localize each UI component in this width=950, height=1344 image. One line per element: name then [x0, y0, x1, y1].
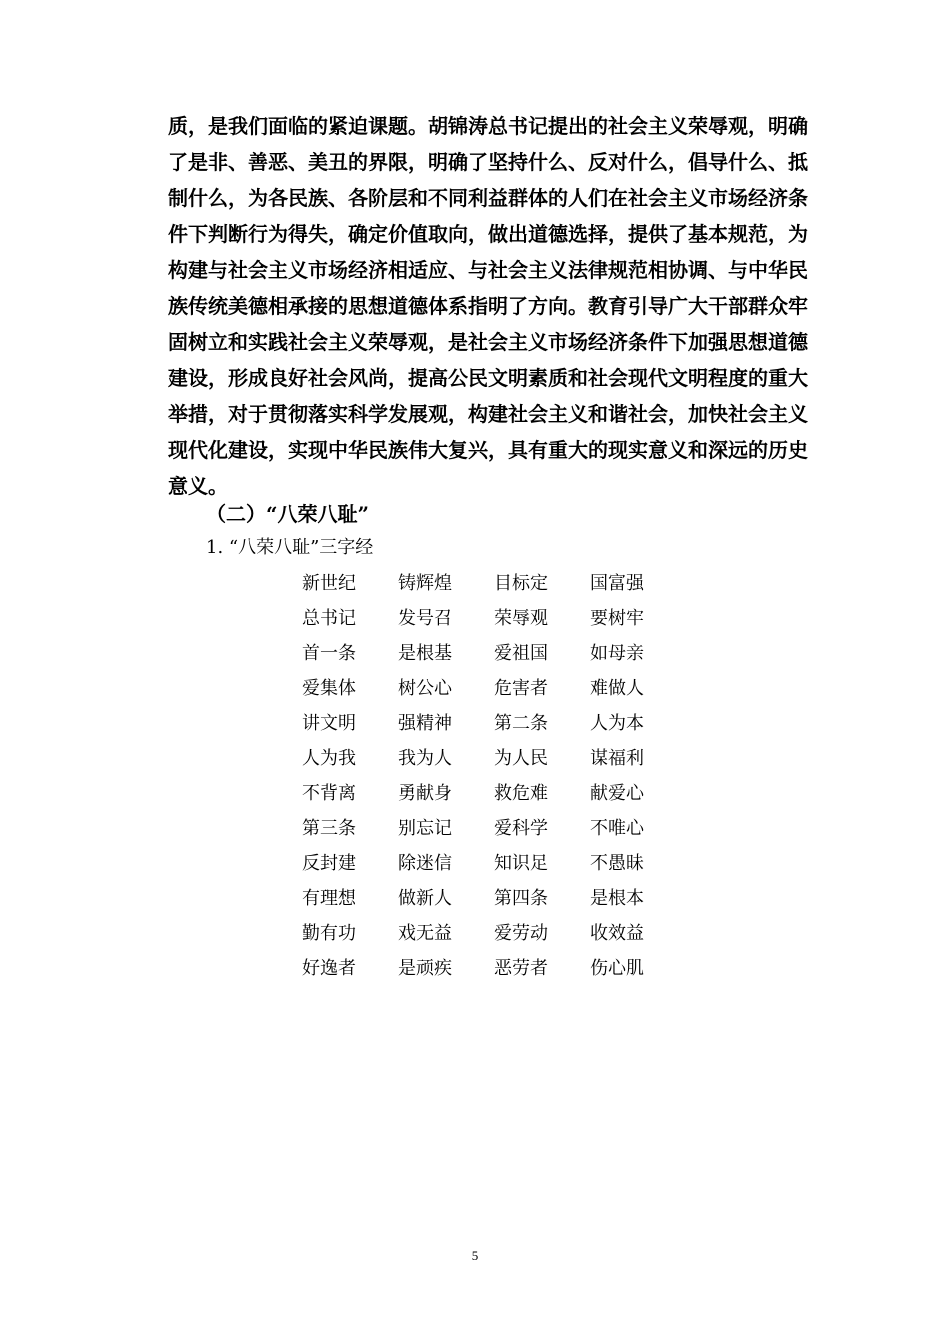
verse-phrase: 伤心肌: [590, 958, 644, 979]
verse-row: [302, 776, 686, 811]
verse-phrase: 为人民: [494, 748, 548, 769]
verse-phrase: 国富强: [590, 573, 644, 594]
verse-phrase: 荣辱观: [494, 608, 548, 629]
verse-row: [302, 951, 686, 986]
verse-phrase: 好逸者: [302, 958, 356, 979]
verse-phrase: 是顽疾: [398, 958, 452, 979]
page-number: 5: [471, 1248, 479, 1263]
verse-phrase: 第三条: [302, 818, 356, 839]
subsection-heading: 1. “八荣八耻”三字经: [206, 537, 374, 558]
verse-phrase: 献爱心: [590, 783, 644, 804]
verse-phrase: 发号召: [398, 608, 452, 629]
verse-phrase: 不唯心: [590, 818, 644, 839]
verse-phrase: 总书记: [302, 608, 356, 629]
verse-row: [302, 741, 686, 776]
verse-phrase: 爱祖国: [494, 643, 548, 664]
verse-phrase: 收效益: [590, 923, 644, 944]
paragraph-line: 意义。: [168, 474, 228, 498]
verse-phrase: 爱集体: [302, 678, 356, 699]
verse-phrase: 爱科学: [494, 818, 548, 839]
verse-row: [302, 846, 686, 881]
verse-row: [302, 706, 686, 741]
verse-row: [302, 636, 686, 671]
paragraph-line: 建设，形成良好社会风尚，提高公民文明素质和社会现代文明程度的重大: [168, 366, 808, 390]
verse-phrase: 第二条: [494, 713, 548, 734]
verse-row: [302, 671, 686, 706]
verse-row: [302, 566, 686, 601]
verse-phrase: 强精神: [398, 713, 452, 734]
verse-phrase: 第四条: [494, 888, 548, 909]
paragraph-line: 举措，对于贯彻落实科学发展观，构建社会主义和谐社会，加快社会主义: [168, 402, 808, 426]
verse-phrase: 别忘记: [398, 818, 452, 839]
verse-phrase: 反封建: [302, 853, 356, 874]
verse-phrase: 不愚昧: [590, 853, 644, 874]
paragraph-line: 制什么，为各民族、各阶层和不同利益群体的人们在社会主义市场经济条: [168, 186, 808, 210]
verse-phrase: 除迷信: [398, 853, 452, 874]
verse-phrase: 救危难: [494, 783, 548, 804]
verse-phrase: 恶劳者: [494, 958, 548, 979]
verse-phrase: 如母亲: [590, 643, 644, 664]
verse-phrase: 是根基: [398, 643, 452, 664]
verse-row: [302, 916, 686, 951]
verse-phrase: 有理想: [302, 888, 356, 909]
verse-phrase: 危害者: [494, 678, 548, 699]
verse-table: [302, 566, 686, 986]
verse-phrase: 首一条: [302, 643, 356, 664]
verse-phrase: 人为本: [590, 713, 644, 734]
paragraph-line: 固树立和实践社会主义荣辱观，是社会主义市场经济条件下加强思想道德: [168, 330, 808, 354]
verse-phrase: 新世纪: [302, 573, 356, 594]
verse-phrase: 知识足: [494, 853, 548, 874]
paragraph-line: 构建与社会主义市场经济相适应、与社会主义法律规范相协调、与中华民: [168, 258, 808, 282]
verse-phrase: 谋福利: [590, 748, 644, 769]
verse-phrase: 树公心: [398, 678, 452, 699]
section-heading: （二）“八荣八耻”: [206, 502, 370, 526]
verse-phrase: 难做人: [590, 678, 644, 699]
paragraph-line: 质，是我们面临的紧迫课题。胡锦涛总书记提出的社会主义荣辱观，明确: [168, 114, 808, 138]
paragraph-line: 族传统美德相承接的思想道德体系指明了方向。教育引导广大干部群众牢: [168, 294, 808, 318]
verse-phrase: 目标定: [494, 573, 548, 594]
verse-phrase: 勤有功: [302, 923, 356, 944]
verse-phrase: 人为我: [302, 748, 356, 769]
paragraph-line: 现代化建设，实现中华民族伟大复兴，具有重大的现实意义和深远的历史: [168, 438, 808, 462]
verse-phrase: 讲文明: [302, 713, 356, 734]
verse-phrase: 铸辉煌: [398, 573, 452, 594]
verse-phrase: 爱劳动: [494, 923, 548, 944]
body-paragraph: [168, 108, 808, 504]
verse-phrase: 戏无益: [398, 923, 452, 944]
verse-row: [302, 601, 686, 636]
verse-phrase: 是根本: [590, 888, 644, 909]
verse-row: [302, 881, 686, 916]
verse-row: [302, 811, 686, 846]
verse-phrase: 我为人: [398, 748, 452, 769]
verse-phrase: 做新人: [398, 888, 452, 909]
paragraph-line: 了是非、善恶、美丑的界限，明确了坚持什么、反对什么，倡导什么、抵: [168, 150, 808, 174]
paragraph-line: 件下判断行为得失，确定价值取向，做出道德选择，提供了基本规范，为: [168, 222, 808, 246]
verse-phrase: 不背离: [302, 783, 356, 804]
verse-phrase: 勇献身: [398, 783, 452, 804]
verse-phrase: 要树牢: [590, 608, 644, 629]
